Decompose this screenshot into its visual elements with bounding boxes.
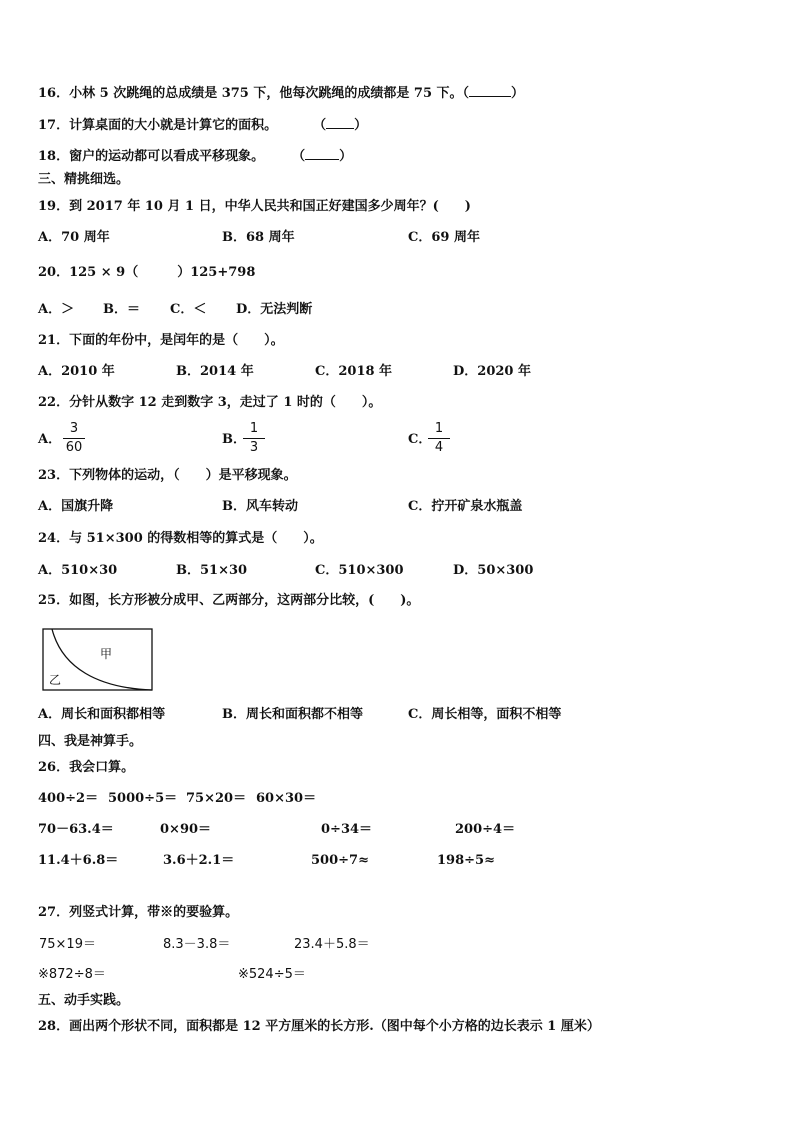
question-28-text: 28．画出两个形状不同，面积都是 12 平方厘米的长方形.（图中每个小方格的边长表示 1 厘米） (38, 1019, 600, 1034)
option-c[interactable]: C．＜ (170, 302, 207, 317)
calc-item: 5000÷5＝ (108, 791, 178, 806)
option-a[interactable]: A．70 周年 (38, 230, 110, 245)
denominator: 4 (434, 440, 444, 455)
option-c[interactable]: C．2018 年 (315, 364, 393, 379)
paren-close: ） (354, 118, 368, 133)
option-c[interactable]: C．周长相等，面积不相等 (408, 707, 562, 722)
question-16-text: 16．小林 5 次跳绳的总成绩是 375 下，他每次跳绳的成绩都是 75 下。（ (38, 86, 470, 101)
section-5-heading: 五、动手实践。 (38, 993, 130, 1008)
option-a[interactable]: A．周长和面积都相等 (38, 707, 166, 722)
vertical-calc-item: 75×19＝ (39, 937, 96, 952)
denominator: 3 (249, 440, 259, 455)
fraction-3-60 (63, 421, 85, 456)
answer-blank[interactable] (305, 147, 339, 160)
label-yi: 乙 (49, 673, 62, 687)
calc-item: 11.4＋6.8＝ (38, 853, 119, 868)
option-b[interactable]: B．周长和面积都不相等 (222, 707, 363, 722)
vertical-calc-item: ※524÷5＝ (238, 967, 306, 982)
question-24-text: 24．与 51×300 的得数相等的算式是（ ）。 (38, 531, 323, 546)
numerator: 3 (69, 421, 79, 436)
calc-item: 198÷5≈ (437, 853, 495, 868)
question-26-text: 26．我会口算。 (38, 760, 135, 775)
paren-close: ） (511, 86, 525, 101)
calc-item: 400÷2＝ (38, 791, 99, 806)
answer-blank[interactable] (326, 116, 354, 129)
vertical-calc-item: ※872÷8＝ (38, 967, 106, 982)
vertical-calc-item: 8.3－3.8＝ (163, 937, 231, 952)
question-25-text: 25．如图，长方形被分成甲、乙两部分，这两部分比较，( )。 (38, 593, 420, 608)
calc-item: 0×90＝ (160, 822, 212, 837)
question-20-text: 20．125 × 9（ ）125+798 (38, 265, 256, 280)
fraction-1-3 (243, 421, 265, 456)
option-a[interactable] (38, 432, 61, 448)
question-17 (38, 116, 367, 134)
question-17-text: 17．计算桌面的大小就是计算它的面积。 (38, 118, 278, 133)
section-3-heading: 三、精挑细选。 (38, 172, 130, 187)
option-b[interactable]: B．＝ (103, 302, 140, 317)
calc-item: 75×20＝ (186, 791, 247, 806)
option-b[interactable]: B．51×30 (176, 563, 248, 578)
option-b[interactable]: B．风车转动 (222, 499, 298, 514)
option-a[interactable]: A．510×30 (38, 563, 118, 578)
calc-item: 60×30＝ (256, 791, 317, 806)
fraction-1-4 (428, 421, 450, 456)
option-b[interactable]: B．68 周年 (222, 230, 295, 245)
option-letter: B． (222, 432, 246, 447)
calc-item: 0÷34＝ (321, 822, 373, 837)
option-c[interactable]: C．拧开矿泉水瓶盖 (408, 499, 523, 514)
question-16 (38, 84, 524, 102)
question-27-text: 27．列竖式计算，带※的要验算。 (38, 905, 239, 920)
answer-blank[interactable] (469, 84, 511, 97)
option-letter: A． (38, 432, 62, 447)
label-jia: 甲 (100, 647, 113, 661)
option-a[interactable]: A．＞ (38, 302, 75, 317)
question-22-text: 22．分针从数字 12 走到数字 3，走过了 1 时的（ ）。 (38, 395, 382, 410)
option-d[interactable]: D．50×300 (453, 563, 534, 578)
option-a[interactable]: A．2010 年 (38, 364, 115, 379)
option-a[interactable]: A．国旗升降 (38, 499, 114, 514)
option-c[interactable]: C．69 周年 (408, 230, 480, 245)
paren-open: （ (292, 149, 306, 164)
numerator: 1 (249, 421, 259, 436)
paren-open: （ (313, 118, 327, 133)
rectangle-figure (40, 624, 156, 694)
calc-item: 500÷7≈ (311, 853, 369, 868)
section-4-heading: 四、我是神算手。 (38, 734, 143, 749)
paren-close: ） (339, 149, 353, 164)
question-19-text: 19．到 2017 年 10 月 1 日，中华人民共和国正好建国多少周年？( ) (38, 199, 471, 214)
calc-item: 200÷4＝ (455, 822, 516, 837)
option-d[interactable]: D．2020 年 (453, 364, 531, 379)
question-18 (38, 147, 352, 165)
option-letter: C． (408, 432, 432, 447)
question-18-text: 18．窗户的运动都可以看成平移现象。 (38, 149, 265, 164)
denominator: 60 (65, 440, 83, 455)
calc-item: 70－63.4＝ (38, 822, 114, 837)
option-d[interactable]: D．无法判断 (236, 302, 313, 317)
calc-item: 3.6＋2.1＝ (163, 853, 235, 868)
question-21-text: 21．下面的年份中，是闰年的是（ ）。 (38, 333, 284, 348)
numerator: 1 (434, 421, 444, 436)
option-b[interactable]: B．2014 年 (176, 364, 254, 379)
vertical-calc-item: 23.4＋5.8＝ (294, 937, 370, 952)
option-c[interactable]: C．510×300 (315, 563, 404, 578)
question-23-text: 23．下列物体的运动，（ ）是平移现象。 (38, 468, 297, 483)
